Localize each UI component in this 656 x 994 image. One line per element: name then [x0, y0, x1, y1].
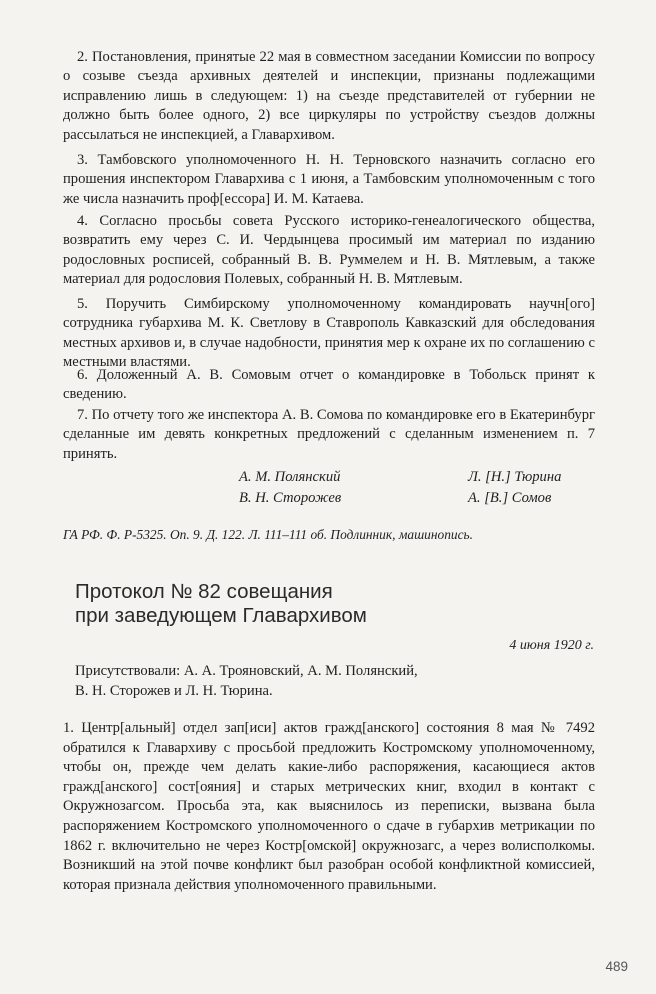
page-number: 489 — [605, 959, 628, 974]
paragraph-item-7: 7. По отчету того же инспектора А. В. Сомова по командировке его в Екатеринбург сделанные им девять конкретных предложений с сделанным изменением п. 7 принять. — [63, 407, 595, 462]
attendees-line-2: В. Н. Сторожев и Л. Н. Тюрина. — [75, 683, 273, 699]
signature-storozhev: В. Н. Сторожев — [239, 490, 342, 506]
attendees — [75, 661, 418, 701]
protocol-heading-line-2: при заведующем Главархивом — [75, 604, 367, 627]
archive-source-reference: ГА РФ. Ф. Р-5325. Оп. 9. Д. 122. Л. 111–111 об. Подлинник, машинопись. — [63, 527, 473, 542]
signature-somov: А. [В.] Сомов — [468, 490, 552, 506]
signature-polyansky: А. М. Полянский — [239, 469, 341, 485]
protocol-heading — [75, 580, 367, 628]
protocol-date: 4 июня 1920 г. — [509, 638, 594, 653]
protocol-item-1: 1. Центр[альный] отдел зап[иси] актов гражд[анского] состояния 8 мая № 7492 обратился к Главархиву с просьбой предложить Костромскому уполномоченному, чтобы он, прежде чем делать какие-либо распоряжения, касающиеся актов гражд[анского] сост[ояния] и старых метрических книг, входил в контакт с Окружнозагсом. Просьба эта, как выяснилось из переписки, вызвана была распоряжением Костромского уполномоченного о сдаче в губархив метрикации по 1862 г. включительно не через Костр[омской] окружнозагс, а через волисполкомы. Возникший на этой почве конфликт был разобран особой конфликтной комиссией, которая признала действия уполномоченного правильными. — [63, 720, 595, 893]
signature-tyurina: Л. [Н.] Тюрина — [468, 469, 562, 485]
paragraph-item-5: 5. Поручить Симбирскому уполномоченному командировать научн[ого] сотрудника губархива М. К. Светлову в Ставрополь Кавказский для обследования местных архивов и, в случае надобности, принятия мер к охране их по соглашению с местными властями. — [63, 296, 595, 371]
paragraph-item-6: 6. Доложенный А. В. Сомовым отчет о командировке в Тобольск принят к сведению. — [63, 367, 595, 403]
paragraph-item-3: 3. Тамбовского уполномоченного Н. Н. Терновского назначить согласно его прошения инспектором Главархива с 1 июня, а Тамбовским уполномоченным с того же числа назначить проф[ессора] И. М. Катаева. — [63, 152, 595, 207]
attendees-line-1: Присутствовали: А. А. Трояновский, А. М. Полянский, — [75, 663, 418, 679]
paragraph-item-4: 4. Согласно просьбы совета Русского историко-генеалогического общества, возвратить ему через С. И. Чердынцева просимый им материал по изданию родословных росписей, собранный В. В. Руммелем и Н. В. Мятлевым, а также материал для родословия Полевых, собранный Н. В. Мятлевым. — [63, 213, 595, 288]
protocol-heading-line-1: Протокол № 82 совещания — [75, 580, 333, 603]
paragraph-item-2: 2. Постановления, принятые 22 мая в совместном заседании Комиссии по вопросу о созыве съезда архивных деятелей и инспекции, признаны подлежащими исправлению лишь в следующем: 1) на съезде представителей от губернии не должно быть более одного, 2) все циркуляры по устройству съездов должны рассылаться не инспекцией, а Главархивом. — [63, 49, 595, 143]
